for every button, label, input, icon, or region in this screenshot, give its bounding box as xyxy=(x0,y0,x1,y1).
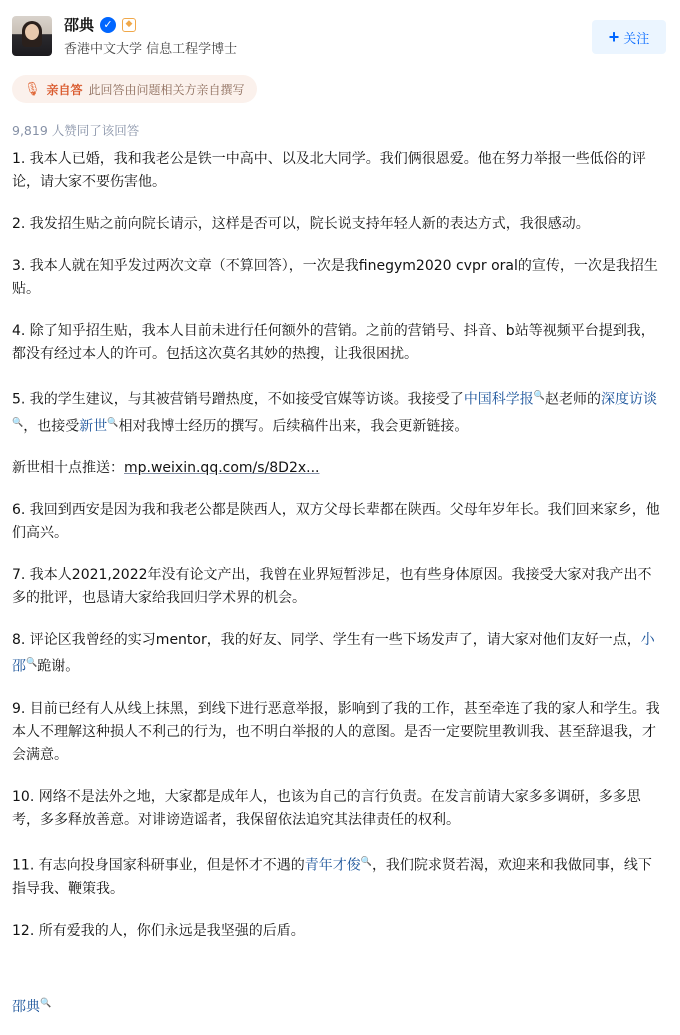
paragraph-8 xyxy=(12,629,660,679)
follow-label: 关注 xyxy=(623,30,650,46)
paragraph-1: 1. 我本人已婚，我和我老公是铁一中高中、以及北大同学。我们俩很恩爱。他在努力举报一些低俗的评论，请大家不要伤害他。 xyxy=(12,151,646,190)
verified-icon: ✓ xyxy=(100,17,116,33)
author-name[interactable]: 邵典 xyxy=(64,16,95,34)
paragraph-5-text-b: 赵老师的 xyxy=(545,391,602,408)
paragraph-9: 9. 目前已经有人从线上抹黑，到线下进行恶意举报，影响到了我的工作，甚至牵连了我的家人和学生。我本人不理解这种损人不利己的行为，也不明白举报的人的意图。是否一定要院里教训我、甚至辞退我，才会满意。 xyxy=(12,700,660,763)
vote-count: 9,819 人赞同了该回答 xyxy=(12,123,140,138)
paragraph-7: 7. 我本人2021,2022年没有论文产出，我曾在业界短暂涉足，也有些身体原因。我接受大家对我产出不多的批评，也恳请大家给我回归学术界的机会。 xyxy=(12,567,652,607)
link-xiaoshao[interactable]: 小邵 xyxy=(12,632,655,675)
author-bar xyxy=(12,14,668,58)
avatar-face xyxy=(25,24,39,40)
self-answer-text: 此回答由问题相关方亲自撰写 xyxy=(88,82,245,97)
paragraph-5-text-d: 相对我博士经历的撰写。后续稿件出来，我会更新链接。 xyxy=(118,418,469,435)
search-icon: 🔍 xyxy=(360,856,372,867)
search-icon: 🔍 xyxy=(533,391,546,401)
paragraph-5-text-a: 5. 我的学生建议，与其被营销号蹭热度，不如接受官媒等访谈。我接受了 xyxy=(12,391,464,408)
paragraph-11 xyxy=(12,851,660,901)
link-young-talent[interactable]: 青年才俊 xyxy=(304,857,361,874)
link-in-depth-interview[interactable]: 深度访谈 xyxy=(601,391,658,408)
honor-badge-icon[interactable]: ◆ xyxy=(122,18,136,32)
self-answer-tag: 亲自答 xyxy=(46,82,83,97)
search-icon: 🔍 xyxy=(12,417,24,428)
paragraph-8-text-b: 跪谢。 xyxy=(37,658,80,675)
paragraph-4: 4. 除了知乎招生贴，我本人目前未进行任何额外的营销。之前的营销号、抖音、b站等视频平台提到我，都没有经过本人的许可。包括这次莫名其妙的热搜，让我很困扰。 xyxy=(12,323,655,362)
mic-icon: 🎙 xyxy=(24,81,41,97)
tail-link-label[interactable]: 邵典 xyxy=(12,999,40,1015)
author-headline: 香港中文大学 信息工程学博士 xyxy=(64,42,238,57)
paragraph-11-text-b: ，我们院求贤若渴，欢迎来和我做同事，线下指导我、鞭策我。 xyxy=(12,857,652,897)
push-link-paragraph xyxy=(12,457,660,480)
search-icon: 🔍 xyxy=(107,417,119,428)
push-label: 新世相十点推送： xyxy=(12,460,124,477)
avatar[interactable] xyxy=(12,16,52,56)
push-url-link[interactable]: mp.weixin.qq.com/s/8D2x... xyxy=(124,460,320,477)
paragraph-11-text-a: 11. 有志向投身国家科研事业，但是怀才不遇的 xyxy=(12,857,305,874)
author-name-row xyxy=(64,14,136,35)
answer-content xyxy=(12,148,660,962)
search-icon: 🔍 xyxy=(26,658,38,669)
paragraph-10: 10. 网络不是法外之地，大家都是成年人，也该为自己的言行负责。在发言前请大家多多调研，多多思考，多多释放善意。对诽谤造谣者，我保留依法追究其法律责任的权利。 xyxy=(12,788,641,828)
paragraph-5-text-c: ，也接受 xyxy=(23,418,80,435)
paragraph-8-text-a: 8. 评论区我曾经的实习mentor，我的好友、同学、学生有一些下场发声了，请大家对他们友好一点， xyxy=(12,632,641,649)
link-xinshi[interactable]: 新世 xyxy=(79,418,108,435)
link-china-science-daily[interactable]: 中国科学报 xyxy=(463,391,534,408)
paragraph-12: 12. 所有爱我的人，你们永远是我坚强的后盾。 xyxy=(12,922,305,939)
tail-topic-link[interactable] xyxy=(12,996,51,1016)
paragraph-6: 6. 我回到西安是因为我和我老公都是陕西人，双方父母长辈都在陕西。父母年岁年长。我们回来家乡，他们高兴。 xyxy=(12,502,660,542)
search-icon: 🔍 xyxy=(40,998,52,1009)
paragraph-3: 3. 我本人就在知乎发过两次文章（不算回答），一次是我finegym2020 cvpr oral的宣传，一次是我招生贴。 xyxy=(12,258,658,297)
follow-button[interactable] xyxy=(592,20,666,54)
paragraph-5 xyxy=(12,385,660,438)
plus-icon: + xyxy=(608,27,620,47)
paragraph-2: 2. 我发招生贴之前向院长请示，这样是否可以，院长说支持年轻人新的表达方式，我很感动。 xyxy=(12,216,590,232)
self-answer-badge xyxy=(12,75,257,103)
